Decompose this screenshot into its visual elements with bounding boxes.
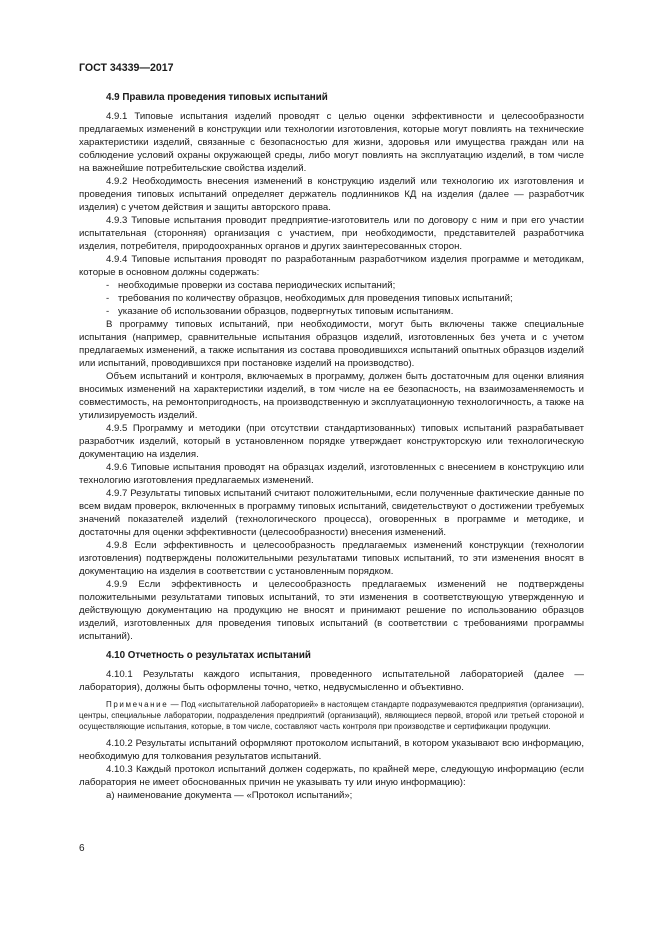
- paragraph-4-10-3: 4.10.3 Каждый протокол испытаний должен содержать, по крайней мере, следующую информацию (если лаборатория не имеет обоснованных причин не указывать ту или иную информацию):: [79, 764, 584, 788]
- paragraph-4-9-3: 4.9.3 Типовые испытания проводит предприятие-изготовитель или по договору с ним и при его участии испытательная (сторонняя) организация с участием, при необходимости, представителей разработчика изделия, потребителя, природоохранных органов и других заинтересованных сторон.: [79, 215, 584, 252]
- paragraph-4-10-1: 4.10.1 Результаты каждого испытания, проведенного испытательной лабораторией (далее — лаборатория), должны быть оформлены точно, четко, недвусмысленно и объективно.: [79, 669, 584, 693]
- paragraph-4-9-1: 4.9.1 Типовые испытания изделий проводят с целью оценки эффективности и целесообразности предлагаемых изменений в конструкции или технологии изготовления, которые могут повлиять на технические характеристики изделий, связанные с безопасностью для жизни, здоровья или имущества граждан или на соблюдение условий охраны окружающей среды, либо могут повлиять на эксплуатацию изделий, в том числе на важнейшие потребительские свойства изделий.: [79, 111, 584, 174]
- dash-bullet: -: [106, 280, 110, 291]
- paragraph-4-9-7: 4.9.7 Результаты типовых испытаний считают положительными, если полученные фактические данные по всем видам проверок, включенных в программу типовых испытаний, свидетельствуют о достижении требуемых значений показателей изделий (технологического процесса), оговоренных в программе и методике, и достаточны для оценки эффективности (целесообразности) внесения изменений.: [79, 488, 584, 538]
- section-heading-4-9: 4.9 Правила проведения типовых испытаний: [106, 92, 328, 103]
- paragraph-4-9-4: 4.9.4 Типовые испытания проводят по разработанным разработчиком изделия программе и методикам, которые в основном должны содержать:: [79, 254, 584, 278]
- paragraph-4-9-2: 4.9.2 Необходимость внесения изменений в конструкцию изделий или технологию их изготовления и проведения типовых испытаний определяет держатель подлинников КД на изделия (далее — разработчик изделия) с учетом действия и защиты авторского права.: [79, 176, 584, 213]
- list-item: - указание об использовании образцов, подвергнутых типовым испытаниям.: [106, 306, 454, 317]
- document-header: ГОСТ 34339—2017: [79, 62, 174, 74]
- section-heading-4-10: 4.10 Отчетность о результатах испытаний: [106, 650, 311, 661]
- paragraph-program-special: В программу типовых испытаний, при необходимости, могут быть включены также специальные испытания (например, сравнительные испытания образцов изделий, изготовленных без учета и с учетом предлагаемых изменений, а также испытания из состава проводившихся испытаний опытных образцов изделий или испытаний, проводившихся при постановке изделий на производство).: [79, 319, 584, 369]
- note-label: Примечание: [106, 700, 169, 709]
- paragraph-4-10-3-a: а) наименование документа — «Протокол испытаний»;: [106, 790, 353, 801]
- page-number: 6: [79, 843, 85, 854]
- note-text: — Под «испытательной лабораторией» в настоящем стандарте подразумеваются предприятия (организации), центры, специальные лаборатории, подразделения предприятий (организаций), являющиеся первой, второй или третьей стороной и осуществляющие испытания, которые, в том числе, составляют часть контроля при производстве и сертификации продукции.: [79, 700, 584, 731]
- note: [79, 699, 584, 732]
- paragraph-4-10-2: 4.10.2 Результаты испытаний оформляют протоколом испытаний, в котором указывают всю информацию, необходимую для толкования результатов испытаний.: [79, 738, 584, 762]
- paragraph-4-9-9: 4.9.9 Если эффективность и целесообразность предлагаемых изменений не подтверждены положительными результатами типовых испытаний, то эти изменения в соответствующую утвержденную и действующую документацию на продукцию не вносят и принимают решение по использованию образцов изделий, изготовленных для проведения типовых испытаний (в соответствии с требованиями программы испытаний).: [79, 579, 584, 642]
- requirements-list: [79, 279, 584, 318]
- paragraph-4-9-5: 4.9.5 Программу и методики (при отсутствии стандартизованных) типовых испытаний разрабатывает разработчик изделий, который в установленном порядке утверждает конструкторскую или технологическую документацию на изделия.: [79, 423, 584, 460]
- dash-bullet: -: [106, 293, 110, 304]
- list-item: - необходимые проверки из состава периодических испытаний;: [106, 280, 396, 291]
- list-item: - требования по количеству образцов, необходимых для проведения типовых испытаний;: [106, 293, 513, 304]
- paragraph-scope: Объем испытаний и контроля, включаемых в программу, должен быть достаточным для оценки влияния вносимых изменений на характеристики изделий, в том числе на ее безопасность, на взаимозаменяемость и совместимость, на ремонтопригодность, на производственную и эксплуатационную технологичность, а также на утилизируемость изделий.: [79, 371, 584, 421]
- paragraph-4-9-6: 4.9.6 Типовые испытания проводят на образцах изделий, изготовленных с внесением в конструкцию или технологию изготовления предлагаемых изменений.: [79, 462, 584, 486]
- document-body: [79, 91, 584, 802]
- dash-bullet: -: [106, 306, 110, 317]
- paragraph-4-9-8: 4.9.8 Если эффективность и целесообразность предлагаемых изменений конструкции (технологии изготовления) подтверждены положительными результатами типовых испытаний, то эти изменения вносят в документацию на изделия в соответствии с установленным порядком.: [79, 540, 584, 577]
